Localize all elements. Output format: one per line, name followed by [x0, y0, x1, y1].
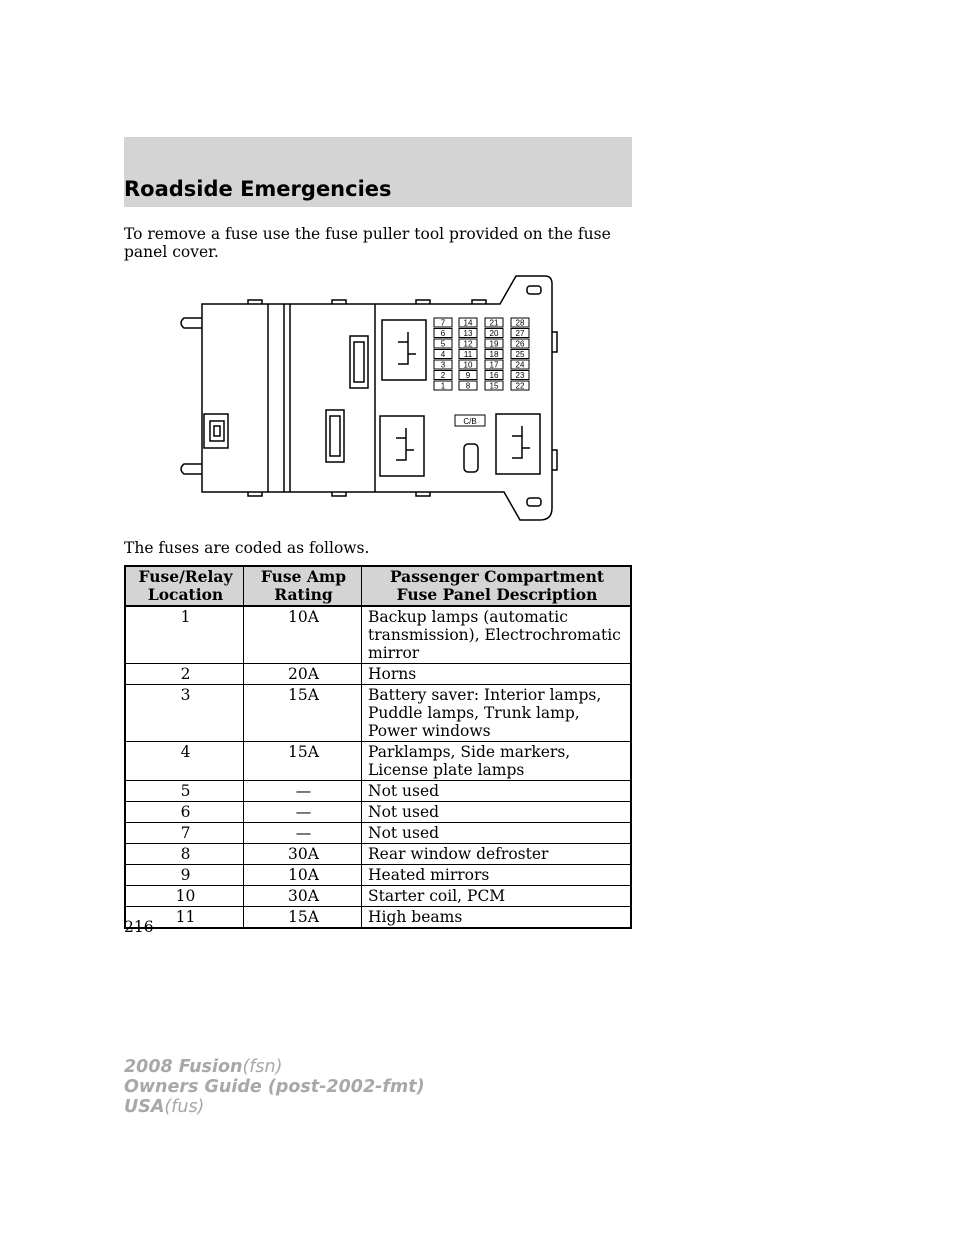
fuse-slot-label: 15 — [489, 381, 499, 391]
cell-location: 7 — [125, 823, 244, 844]
fuse-slot-label: 2 — [440, 371, 446, 380]
fuse-slot-label: 27 — [515, 329, 525, 338]
fuse-grid — [434, 318, 529, 391]
footer-guide: Owners Guide (post-2002-fmt) — [124, 1077, 425, 1097]
fuse-slot-label: 16 — [489, 371, 499, 380]
cell-location: 3 — [125, 685, 244, 742]
fuse-slot-label: 9 — [465, 371, 471, 380]
table-row — [125, 685, 631, 742]
cell-description: Backup lamps (automatic transmission), Electrochromatic mirror — [362, 606, 632, 664]
cell-location: 5 — [125, 781, 244, 802]
fuse-table — [124, 565, 632, 929]
table-row — [125, 886, 631, 907]
cell-amp-rating: 20A — [244, 664, 362, 685]
cell-amp-rating: — — [244, 781, 362, 802]
section-title: Roadside Emergencies — [124, 177, 392, 201]
intro-paragraph: To remove a fuse use the fuse puller tool provided on the fuse panel cover. — [124, 225, 611, 261]
cell-description: Horns — [362, 664, 632, 685]
footer-model: 2008 Fusion — [124, 1057, 243, 1077]
page-number: 216 — [124, 918, 154, 936]
fuse-slot-label: 3 — [440, 360, 446, 370]
fuse-slot-label: 25 — [515, 350, 525, 359]
fuse-slot-label: 5 — [440, 339, 446, 349]
fuse-slot-label: 26 — [515, 339, 525, 349]
fuse-slot-label: 19 — [489, 339, 499, 349]
header-location: Fuse/Relay Location — [125, 566, 244, 606]
cell-location: 8 — [125, 844, 244, 865]
cell-location: 9 — [125, 865, 244, 886]
table-row — [125, 781, 631, 802]
cb-label: C/B — [463, 417, 477, 426]
fuse-slot-label: 22 — [515, 381, 525, 391]
fuse-slot-label: 20 — [489, 329, 499, 338]
table-row — [125, 844, 631, 865]
cell-amp-rating: 30A — [244, 886, 362, 907]
cell-location: 6 — [125, 802, 244, 823]
fuse-slot-label: 1 — [440, 381, 446, 391]
cell-location: 2 — [125, 664, 244, 685]
table-row — [125, 802, 631, 823]
cell-description: Rear window defroster — [362, 844, 632, 865]
fuse-slot-label: 14 — [463, 318, 473, 328]
cell-description: Not used — [362, 781, 632, 802]
fuse-slot-label: 13 — [463, 329, 473, 338]
cell-amp-rating: 15A — [244, 685, 362, 742]
header-description: Passenger Compartment Fuse Panel Description — [362, 566, 632, 606]
footer-region-code: (fus) — [164, 1097, 205, 1117]
footer-model-code: (fsn) — [242, 1057, 283, 1077]
cell-amp-rating: — — [244, 823, 362, 844]
cell-description: Battery saver: Interior lamps, Puddle lamps, Trunk lamp, Power windows — [362, 685, 632, 742]
cell-amp-rating: 30A — [244, 844, 362, 865]
cell-description: Not used — [362, 823, 632, 844]
cell-amp-rating: 10A — [244, 606, 362, 664]
cell-description: Not used — [362, 802, 632, 823]
table-row — [125, 907, 631, 929]
footer — [124, 1057, 425, 1117]
fuse-slot-label: 17 — [489, 360, 499, 370]
fuse-slot-label: 21 — [489, 318, 499, 328]
fuse-slot-label: 10 — [463, 360, 473, 370]
cell-description: High beams — [362, 907, 632, 929]
fuse-slot-label: 18 — [489, 350, 499, 359]
cell-description: Starter coil, PCM — [362, 886, 632, 907]
fuse-slot-label: 12 — [463, 339, 473, 349]
fuse-slot-label: 24 — [515, 360, 525, 370]
fuse-slot-label: 6 — [440, 329, 446, 338]
footer-region: USA — [124, 1097, 165, 1117]
table-row — [125, 865, 631, 886]
cell-description: Parklamps, Side markers, License plate lamps — [362, 742, 632, 781]
fuse-slot-label: 23 — [515, 371, 525, 380]
cell-location: 10 — [125, 886, 244, 907]
table-row — [125, 823, 631, 844]
header-amp-rating: Fuse Amp Rating — [244, 566, 362, 606]
table-row — [125, 606, 631, 664]
cell-amp-rating: 15A — [244, 907, 362, 929]
cell-amp-rating: 10A — [244, 865, 362, 886]
fuse-slot-label: 28 — [515, 318, 525, 328]
table-row — [125, 664, 631, 685]
cell-amp-rating: 15A — [244, 742, 362, 781]
cell-location: 11 — [125, 907, 244, 929]
coded-paragraph: The fuses are coded as follows. — [124, 539, 370, 557]
cell-description: Heated mirrors — [362, 865, 632, 886]
fuse-slot-label: 7 — [440, 318, 446, 328]
cell-location: 1 — [125, 606, 244, 664]
cell-location: 4 — [125, 742, 244, 781]
table-header-row — [125, 566, 631, 606]
table-row — [125, 742, 631, 781]
fuse-panel-diagram — [170, 268, 586, 526]
cell-amp-rating: — — [244, 802, 362, 823]
fuse-slot-label: 4 — [440, 350, 446, 359]
fuse-slot-label: 11 — [463, 350, 473, 359]
fuse-slot-label: 8 — [465, 381, 471, 391]
